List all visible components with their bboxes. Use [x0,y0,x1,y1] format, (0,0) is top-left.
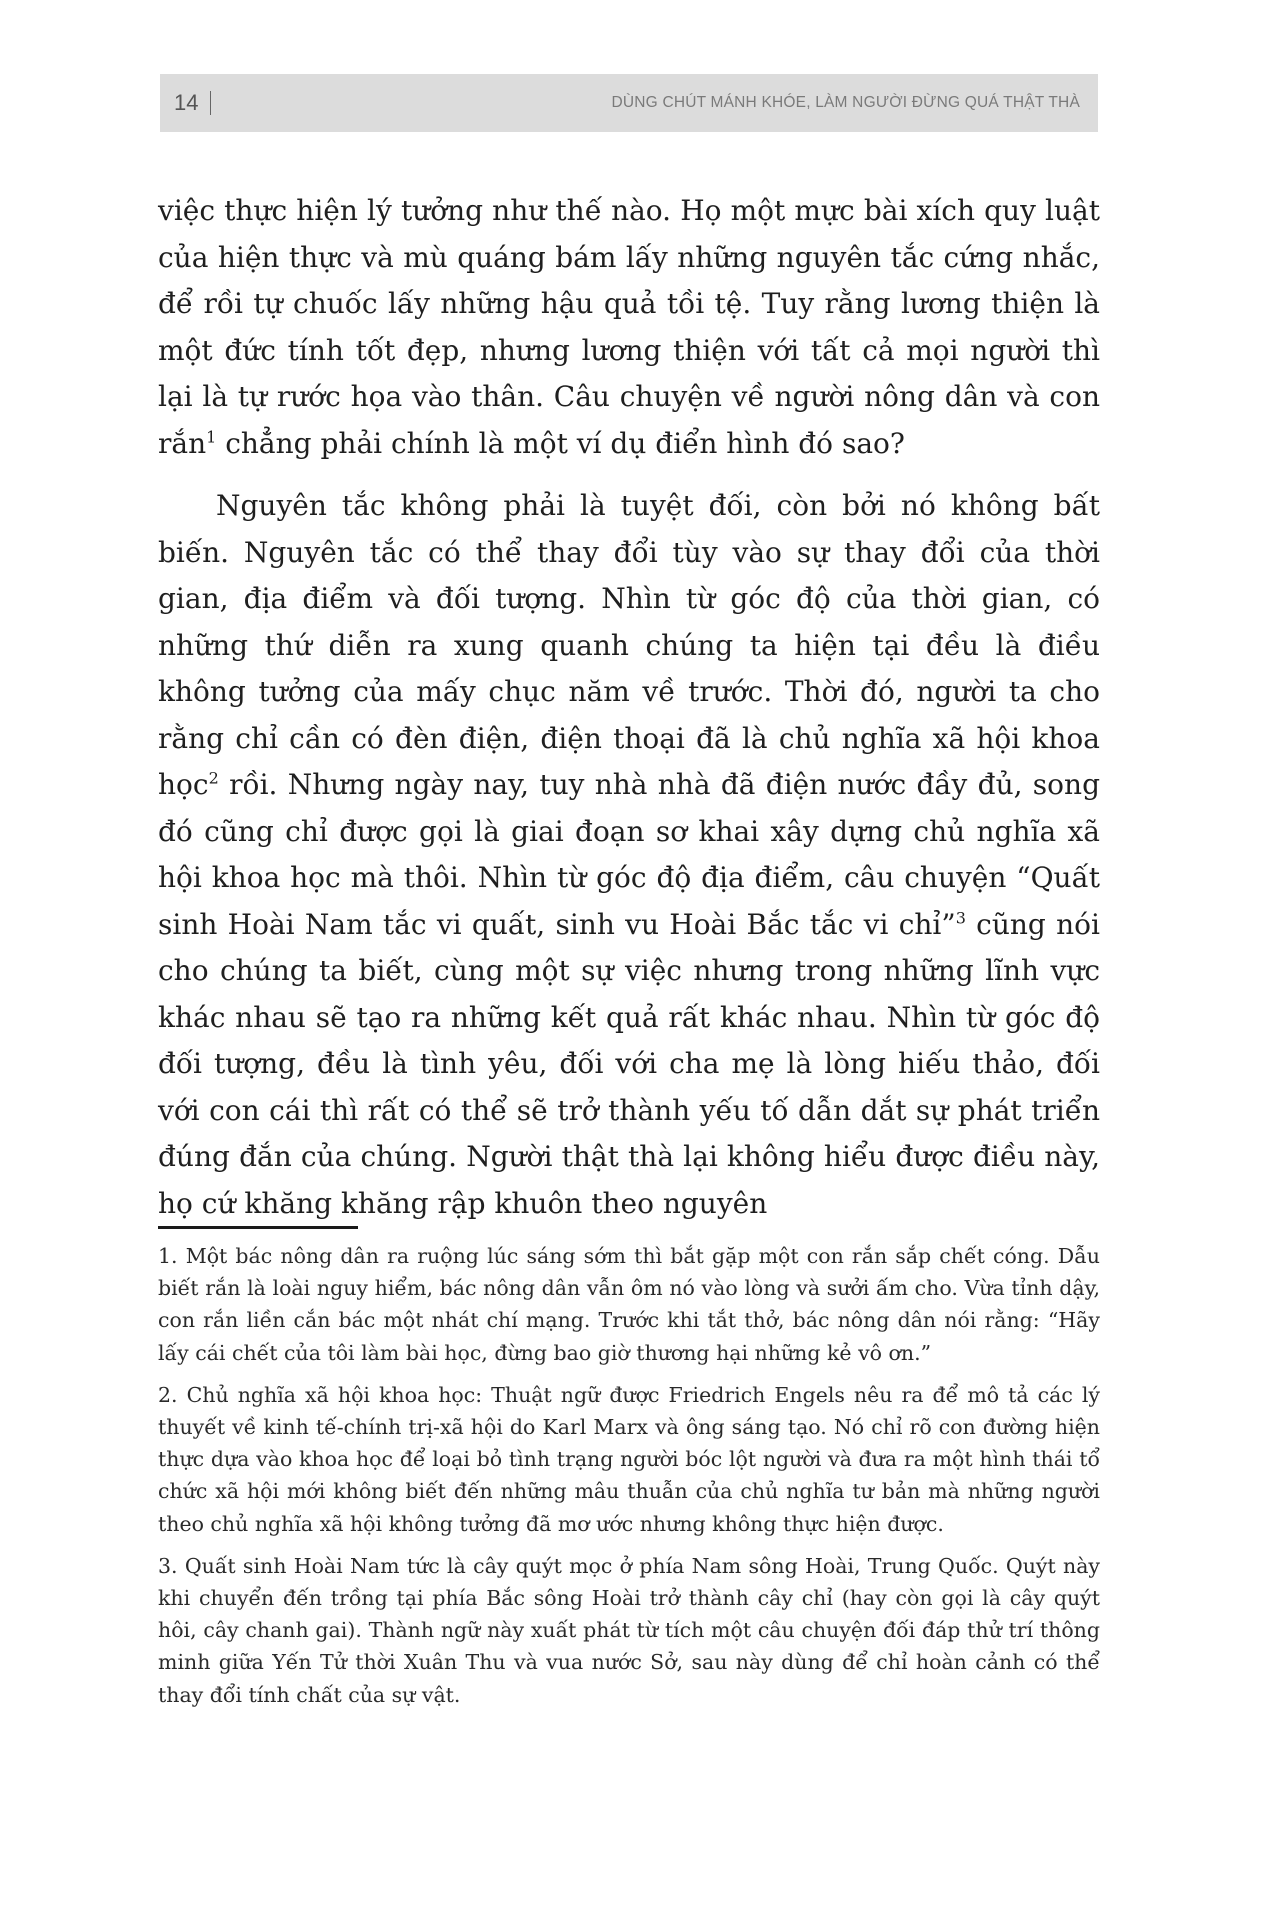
footnotes [158,1240,1100,1721]
header-divider [210,91,211,115]
footnote-1: 1. Một bác nông dân ra ruộng lúc sáng sớm thì bắt gặp một con rắn sắp chết cóng. Dẫu biết rắn là loài nguy hiểm, bác nông dân vẫn ôm nó vào lòng và sưởi ấm cho. Vừa tỉnh dậy, con rắn liền cắn bác một nhát chí mạng. Trước khi tắt thở, bác nông dân nói rằng: “Hãy lấy cái chết của tôi làm bài học, đừng bao giờ thương hại những kẻ vô ơn.” [158,1244,1100,1365]
body-text [158,188,1100,1227]
page-number: 14 [174,90,199,115]
paragraph-1-text: việc thực hiện lý tưởng như thế nào. Họ một mực bài xích quy luật của hiện thực và mù quáng bám lấy những nguyên tắc cứng nhắc, để rồi tự chuốc lấy những hậu quả tồi tệ. Tuy rằng lương thiện là một đức tính tốt đẹp, nhưng lương thiện với tất cả mọi người thì lại là tự rước họa vào thân. Câu chuyện về người nông dân và con rắn [158,194,1100,460]
footnote-rule [158,1226,358,1229]
footnote-ref-1: 1 [206,427,217,447]
footnote-2: 2. Chủ nghĩa xã hội khoa học: Thuật ngữ được Friedrich Engels nêu ra để mô tả các lý thuyết về kinh tế-chính trị-xã hội do Karl Marx và ông sáng tạo. Nó chỉ rõ con đường hiện thực dựa vào khoa học để loại bỏ tình trạng người bóc lột người và đưa ra một hình thái tổ chức xã hội mới không biết đến những mâu thuẫn của chủ nghĩa tư bản mà những người theo chủ nghĩa xã hội không tưởng đã mơ ước nhưng không thực hiện được. [158,1382,1100,1536]
page-header [160,74,1098,132]
paragraph-2 [158,483,1100,1227]
paragraph-2-text-c: cũng nói cho chúng ta biết, cùng một sự việc nhưng trong những lĩnh vực khác nhau sẽ tạo ra những kết quả rất khác nhau. Nhìn từ góc độ đối tượng, đều là tình yêu, đối với cha mẹ là lòng hiếu thảo, đối với con cái thì rất có thể sẽ trở thành yếu tố dẫn dắt sự phát triển đúng đắn của chúng. Người thật thà lại không hiểu được điều này, họ cứ khăng khăng rập khuôn theo nguyên [158,907,1100,1220]
paragraph-1 [158,188,1100,467]
paragraph-2-text-a: Nguyên tắc không phải là tuyệt đối, còn bởi nó không bất biến. Nguyên tắc có thể thay đổi tùy vào sự thay đổi của thời gian, địa điểm và đối tượng. Nhìn từ góc độ của thời gian, có những thứ diễn ra xung quanh chúng ta hiện tại đều là điều không tưởng của mấy chục năm về trước. Thời đó, người ta cho rằng chỉ cần có đèn điện, điện thoại đã là chủ nghĩa xã hội khoa học [158,489,1100,801]
running-title: DÙNG CHÚT MÁNH KHÓE, LÀM NGƯỜI ĐỪNG QUÁ THẬT THÀ [611,94,1080,111]
footnote-3: 3. Quất sinh Hoài Nam tức là cây quýt mọc ở phía Nam sông Hoài, Trung Quốc. Quýt này khi chuyển đến trồng tại phía Bắc sông Hoài trở thành cây chỉ (hay còn gọi là cây quýt hôi, cây chanh gai). Thành ngữ này xuất phát từ tích một câu chuyện đối đáp thử trí thông minh giữa Yến Tử thời Xuân Thu và vua nước Sở, sau này dùng để chỉ hoàn cảnh có thể thay đổi tính chất của sự vật. [158,1553,1100,1707]
paragraph-2-text-b: rồi. Nhưng ngày nay, tuy nhà nhà đã điện nước đầy đủ, song đó cũng chỉ được gọi là giai đoạn sơ khai xây dựng chủ nghĩa xã hội khoa học mà thôi. Nhìn từ góc độ địa điểm, câu chuyện “Quất sinh Hoài Nam tắc vi quất, sinh vu Hoài Bắc tắc vi chỉ” [158,768,1100,941]
paragraph-1-end: chẳng phải chính là một ví dụ điển hình đó sao? [225,426,905,460]
footnote-ref-2: 2 [208,768,219,788]
footnote-ref-3: 3 [955,908,966,928]
